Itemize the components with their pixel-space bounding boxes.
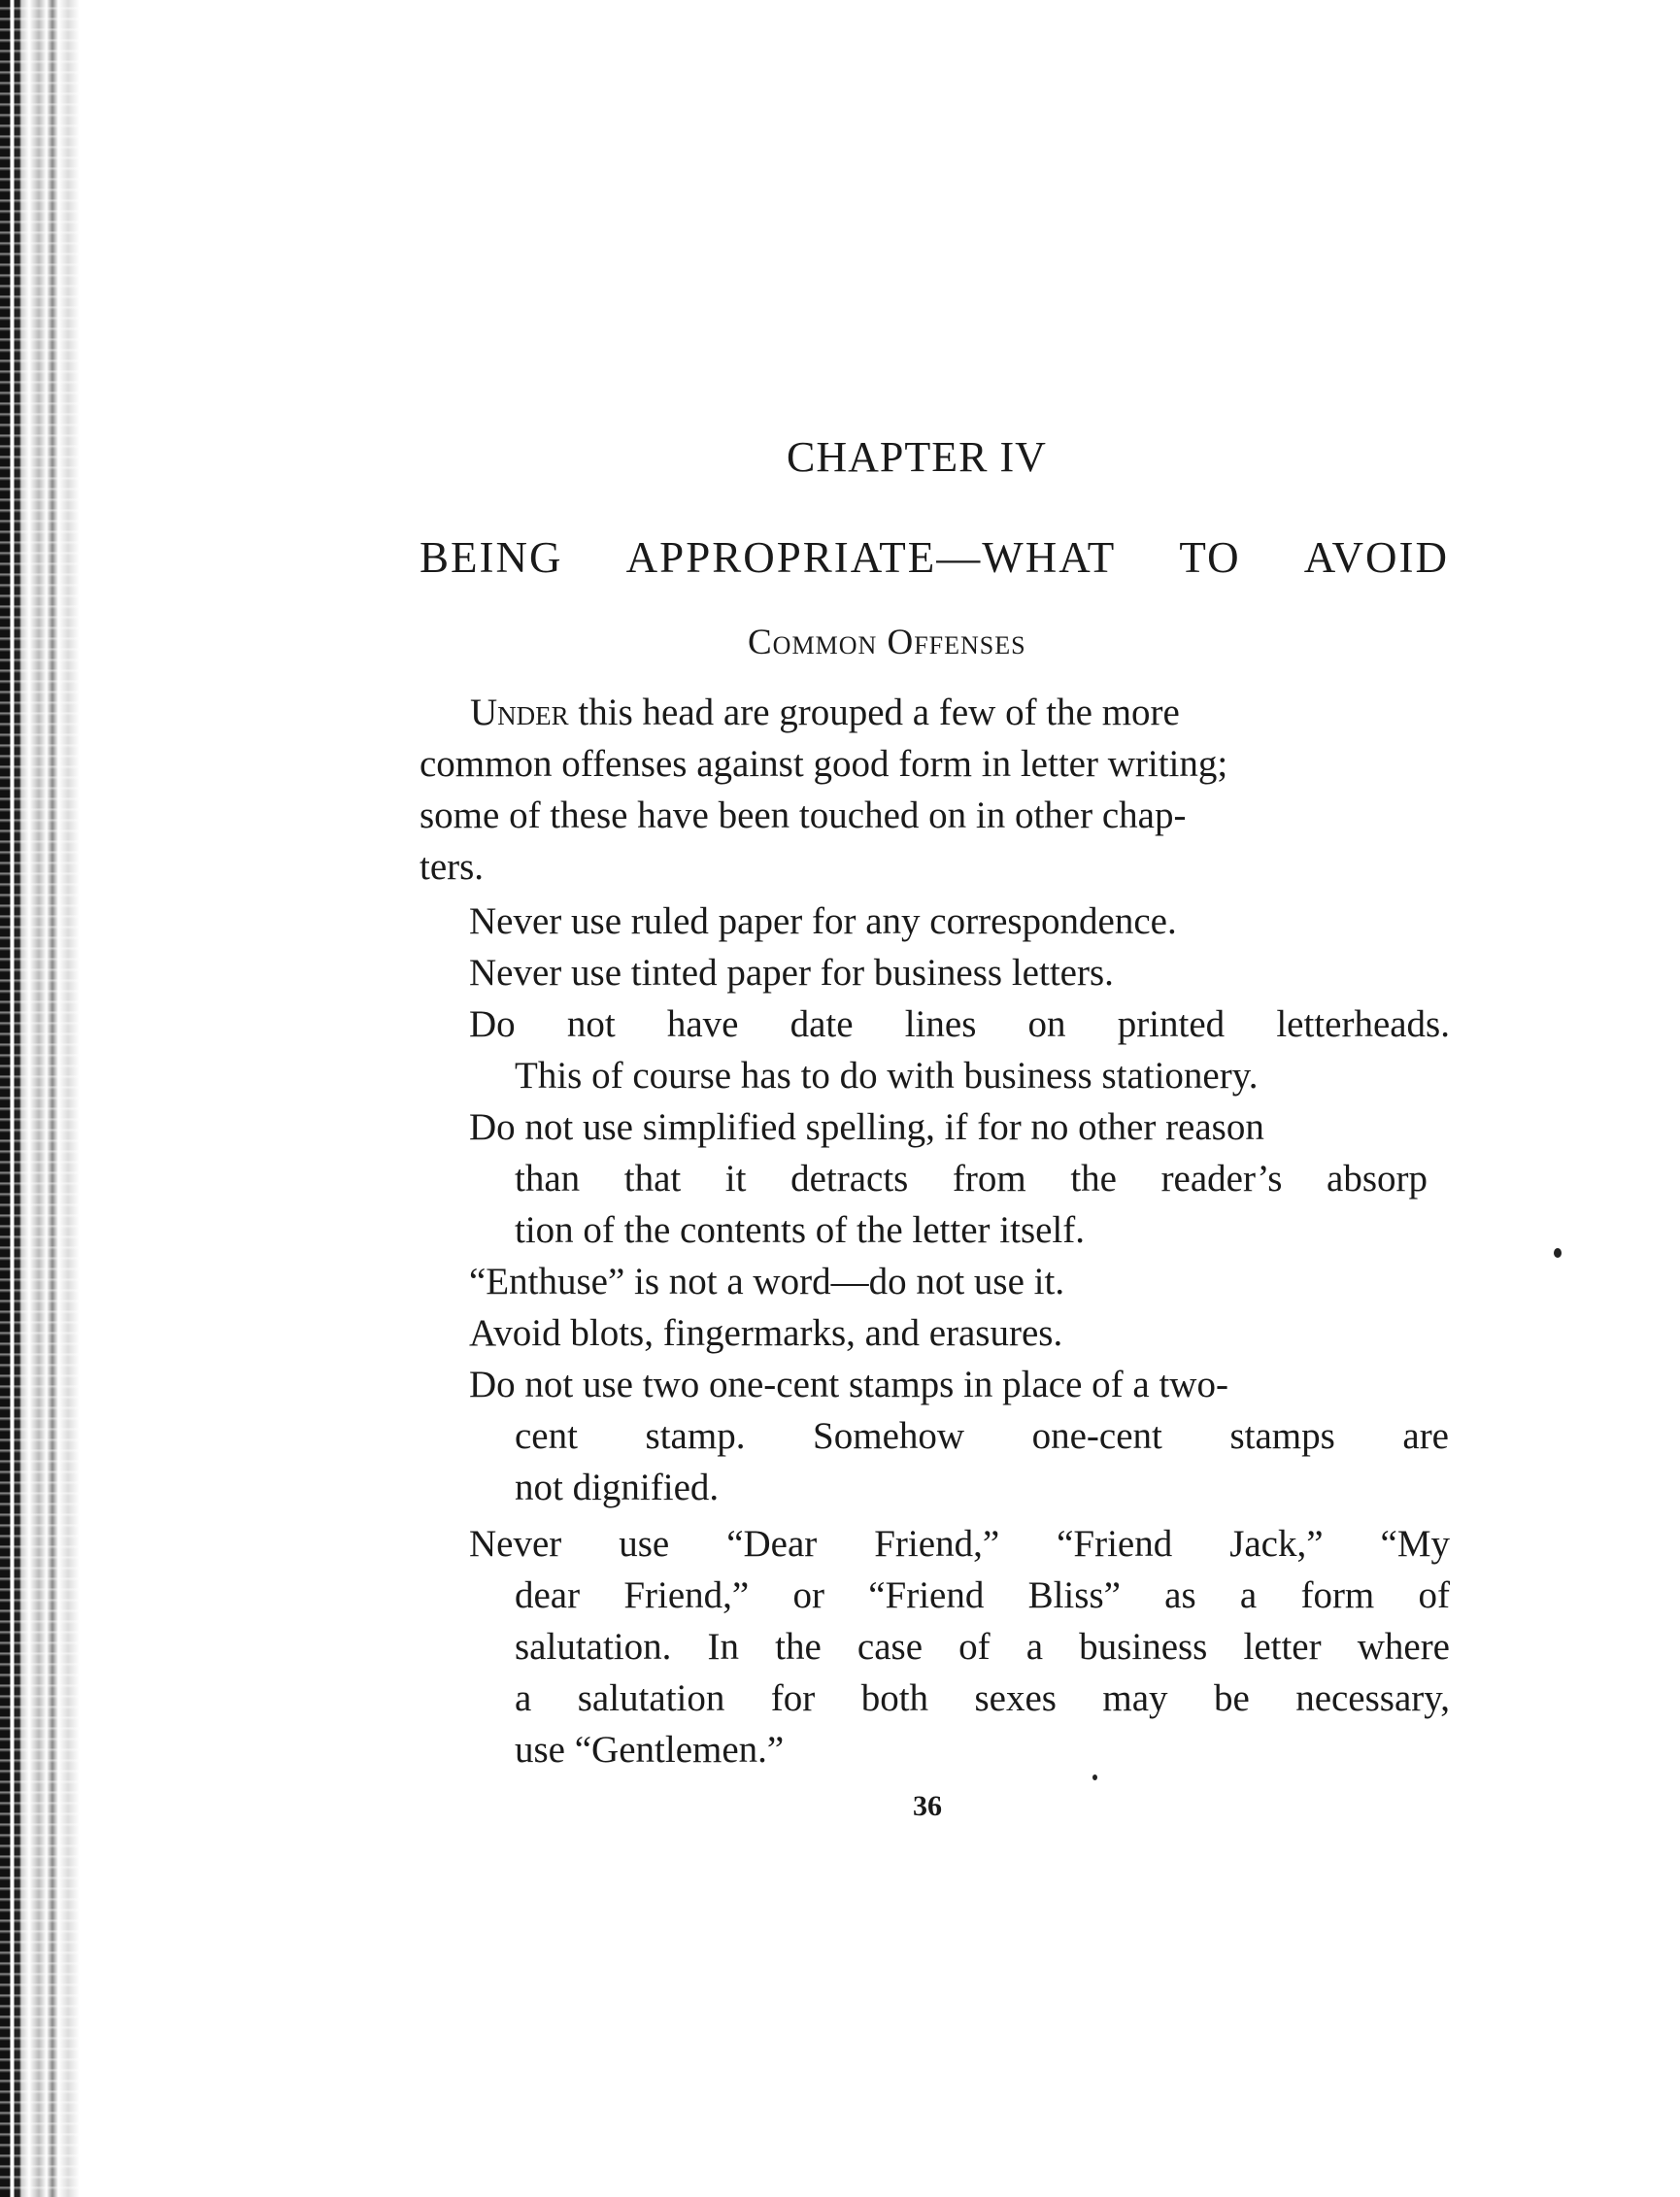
rule-line: Avoid blots, fingermarks, and erasures. [469, 1312, 1063, 1354]
drop-word: Under [470, 692, 569, 733]
intro-paragraph [420, 687, 1451, 893]
ink-speck [1092, 1774, 1097, 1780]
rule-line: Do not have date lines on printed letterheads. [469, 1003, 1450, 1045]
ink-speck [1554, 1248, 1562, 1258]
rule-line: Do not use simplified spelling, if for no other reason [469, 1106, 1264, 1148]
scanned-binding-edge [0, 0, 92, 2197]
page-number: 36 [913, 1790, 942, 1822]
paragraph-line: some of these have been touched on in other chap- [420, 794, 1187, 836]
title-word: BEING [420, 533, 563, 582]
rule-line: salutation. In the case of a business letter where [515, 1626, 1450, 1668]
rule-line: “Enthuse” is not a word—do not use it. [469, 1261, 1065, 1302]
rule-line: Never use tinted paper for business letters. [469, 952, 1114, 994]
title-word: APPROPRIATE—WHAT [625, 533, 1117, 582]
paragraph-line: Under this head are grouped a few of the more [420, 687, 1451, 738]
rule-line: Never use ruled paper for any correspondence. [469, 900, 1177, 942]
rule-line: dear Friend,” or “Friend Bliss” as a form of [515, 1574, 1450, 1616]
title-word: AVOID [1303, 533, 1449, 582]
rule-line: a salutation for both sexes may be necessary, [515, 1677, 1450, 1719]
paragraph-line: ters. [420, 846, 485, 888]
rule-line: not dignified. [515, 1467, 720, 1508]
rule-line: than that it detracts from the reader’s absorp [515, 1158, 1428, 1200]
title-word: TO [1179, 533, 1241, 582]
chapter-heading: CHAPTER IV [787, 433, 1047, 481]
rule-line: tion of the contents of the letter itself. [515, 1209, 1085, 1251]
rule-line: Never use “Dear Friend,” “Friend Jack,” “My [469, 1523, 1450, 1565]
rule-line: This of course has to do with business stationery. [515, 1055, 1259, 1097]
paragraph-line: common offenses against good form in letter writing; [420, 743, 1228, 785]
rule-line: Do not use two one-cent stamps in place of a two- [469, 1364, 1228, 1405]
rule-line: use “Gentlemen.” [515, 1729, 785, 1771]
chapter-title [420, 532, 1449, 583]
section-heading: Common Offenses [748, 623, 1026, 662]
rule-line: cent stamp. Somehow one-cent stamps are [515, 1415, 1449, 1457]
